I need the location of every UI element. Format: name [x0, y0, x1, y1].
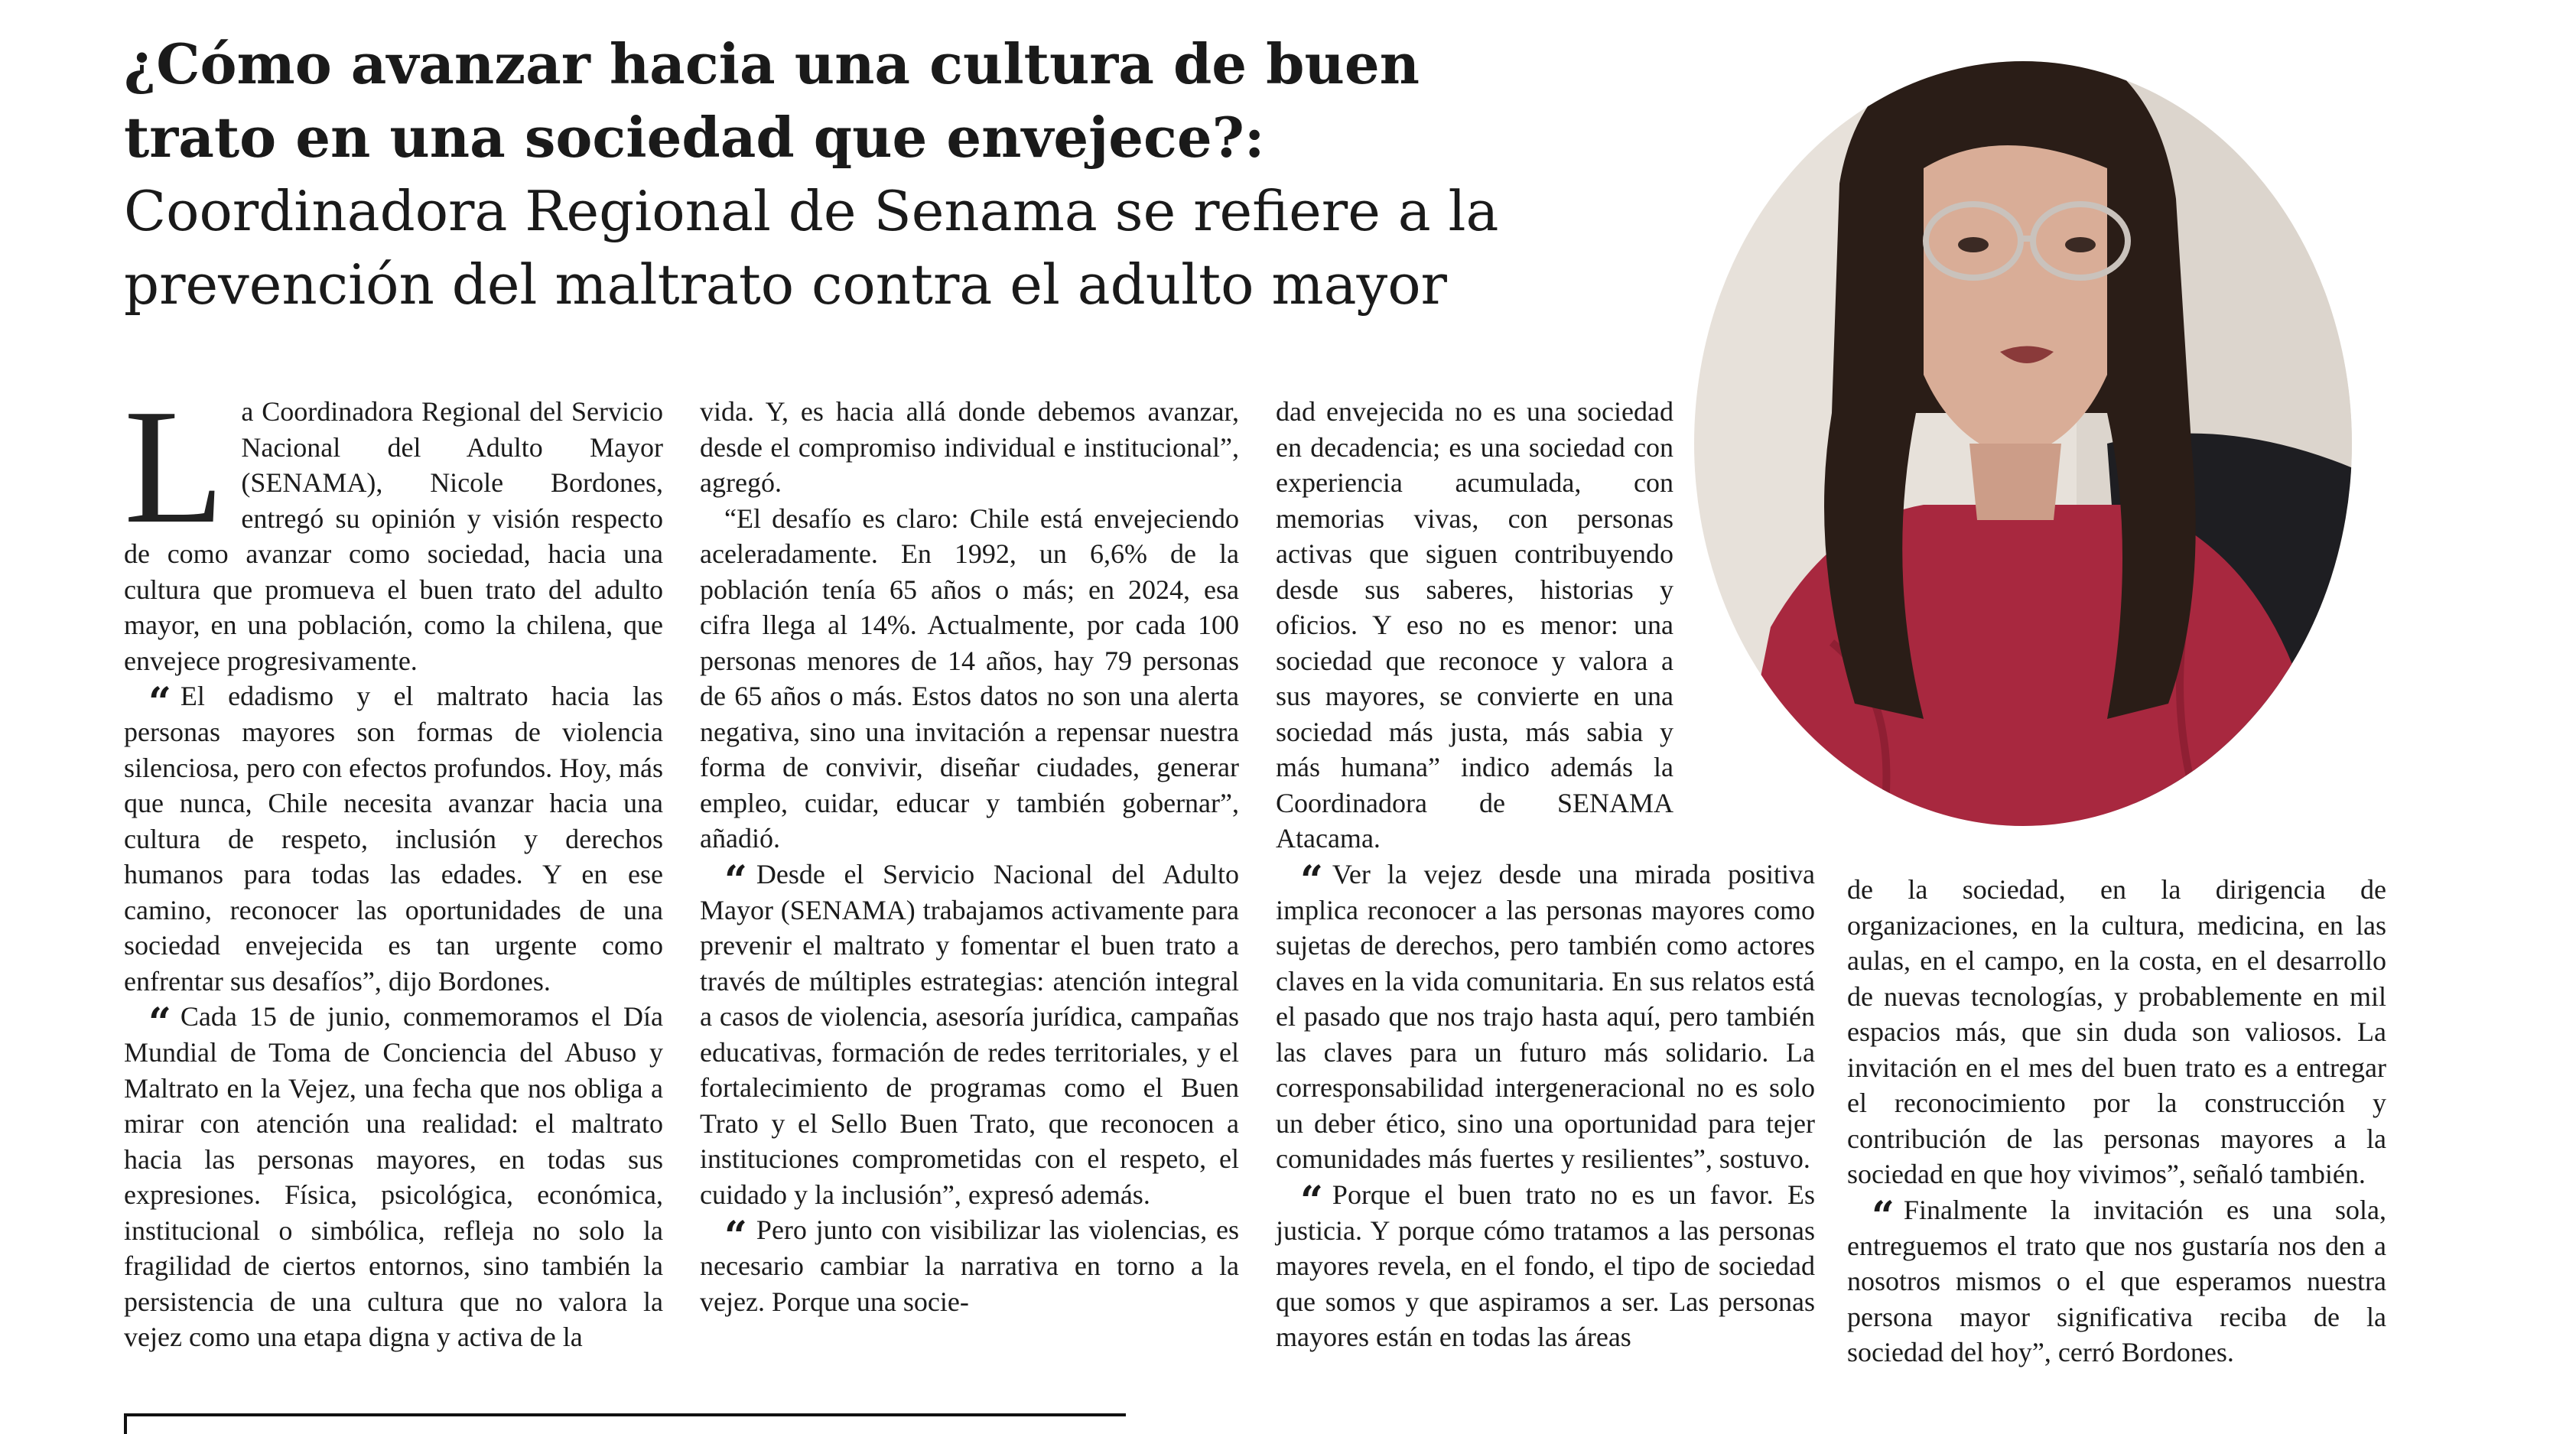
- quote-mark-icon: “: [1300, 857, 1323, 904]
- column-4: [1847, 872, 2386, 1371]
- col2-paragraph-2: “El desafío es claro: Chile está envejeciendo aceleradamente. En 1992, un 6,6% de la población tenía 65 años o más; en 2024, esa cifra llega al 14%. Actualmente, por cada 100 personas menores de 14 años, hay 79 personas de 65 años o más. Estos datos no son una alerta negativa, sino una invitación a repensar nuestra forma de convivir, diseñar ciudades, generar empleo, cuidar, educar y también gobernar”, añadió.: [700, 502, 1239, 854]
- col1-paragraph-1: a Coordinadora Regional del Servicio Nacional del Adulto Mayor (SENAMA), Nicole Bordones, entregó su opinión y visión respecto de como avanzar como sociedad, hacia una cultura que promueva el buen trato del adulto mayor, en una población, como la chilena, que envejece progresivamente.: [124, 396, 663, 676]
- headline-question-mark: ¿: [124, 31, 157, 96]
- headline-rest: Coordinadora Regional de Senama se refiere a la prevención del maltrato contra el adulto mayor: [124, 179, 1499, 317]
- headline-bold: Cómo avanzar hacia una cultura de buen trato en una sociedad que envejece?:: [124, 31, 1420, 170]
- col3-paragraph-3: Porque el buen trato no es un favor. Es justicia. Y porque cómo tratamos a las personas mayores revela, en el fondo, el tipo de sociedad que somos y que aspiramos a ser. Las personas mayores están en todas las áreas: [1276, 1179, 1815, 1352]
- article-headline: [124, 28, 1577, 321]
- col2-paragraph-1: vida. Y, es hacia allá donde debemos avanzar, desde el compromiso individual e institucional”, agregó.: [700, 396, 1239, 498]
- column-1: [124, 375, 663, 1355]
- quote-mark-icon: “: [148, 1000, 171, 1046]
- column-3: [1276, 394, 1815, 1355]
- col3-paragraph-2: Ver la vejez desde una mirada positiva implica reconocer a las personas mayores como sujetas de derechos, pero también como actores claves en la vida comunitaria. En sus relatos está el pasado que nos trajo hasta aquí, pero también las claves para un futuro más solidario. La corresponsabilidad intergeneracional no es solo un deber ético, sino una oportunidad para tejer comunidades más fuertes y resilientes”, sostuvo.: [1276, 858, 1815, 1174]
- bottom-border-line: [124, 1413, 1126, 1416]
- quote-mark-icon: “: [1300, 1177, 1323, 1224]
- drop-cap: L: [124, 375, 225, 558]
- col4-paragraph-2: Finalmente la invitación es una sola, entreguemos el trato que nos gustaría nos den a nosotros mismos o el que esperamos nuestra persona mayor significativa reciba de la sociedad del hoy”, cerró Bordones.: [1847, 1194, 2386, 1367]
- col2-paragraph-3: Desde el Servicio Nacional del Adulto Mayor (SENAMA) trabajamos activamente para prevenir el maltrato y fomentar el buen trato a través de múltiples estrategias: atención integral a casos de violencia, asesoría jurídica, campañas educativas, formación de redes territoriales, y el fortalecimiento de programas como el Buen Trato y el Sello Buen Trato, que reconocen a instituciones comprometidas con el respeto, el cuidado y la inclusión”, expresó además.: [700, 858, 1239, 1210]
- bottom-border-corner: [124, 1413, 127, 1434]
- col3-paragraph-1: dad envejecida no es una sociedad en decadencia; es una sociedad con experiencia acumulada, con memorias vivas, con personas activas que siguen contribuyendo desde sus saberes, historias y oficios. Y eso no es menor: una sociedad que reconoce y valora a sus mayores, se convierte en una sociedad más justa, más sabia y más humana” indico además la Coordinadora de SENAMA Atacama.: [1276, 396, 1673, 854]
- col1-paragraph-3: Cada 15 de junio, conmemoramos el Día Mundial de Toma de Conciencia del Abuso y Maltrato en la Vejez, una fecha que nos obliga a mirar con atención una realidad: el maltrato hacia las personas mayores, en todas sus expresiones. Física, psicológica, económica, institucional o simbólica, refleja no solo la fragilidad de ciertos entornos, sino también la persistencia de una cultura que no valora la vejez como una etapa digna y activa de la: [124, 1001, 663, 1352]
- col1-paragraph-2: El edadismo y el maltrato hacia las personas mayores son formas de violencia silenciosa, pero con efectos profundos. Hoy, más que nunca, Chile necesita avanzar hacia una cultura de respeto, inclusión y derechos humanos para todas las edades. Y en ese camino, reconocer las oportunidades de una sociedad envejecida es tan urgente como enfrentar sus desafíos”, dijo Bordones.: [124, 681, 663, 997]
- quote-mark-icon: “: [1872, 1192, 1895, 1240]
- quote-mark-icon: “: [148, 679, 171, 726]
- column-2: [700, 394, 1239, 1319]
- col2-paragraph-4: Pero junto con visibilizar las violencias, es necesario cambiar la narrativa en torno a la vejez. Porque una socie-: [700, 1215, 1239, 1317]
- col4-paragraph-1: de la sociedad, en la dirigencia de organizaciones, en la cultura, medicina, en las aulas, en el campo, en la costa, en el desarrollo de nuevas tecnologías, y probablemente en mil espacios más, que sin duda son valiosos. La invitación en el mes del buen trato es a entregar el reconocimiento por la construcción y contribución de las personas mayores a la sociedad en que hoy vivimos”, señaló también.: [1847, 874, 2386, 1189]
- quote-mark-icon: “: [724, 1213, 747, 1260]
- quote-mark-icon: “: [724, 857, 747, 904]
